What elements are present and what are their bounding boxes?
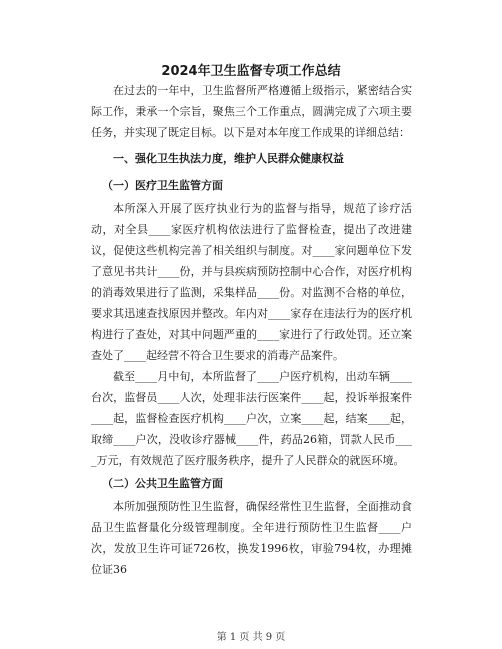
intro-paragraph: 在过去的一年中，卫生监督所严格遵循上级指示，紧密结合实际工作，秉承一个宗旨，聚焦三个工作重点，圆满完成了六项主要任务，并实现了既定目标。以下是对本年度工作成果的详细总结： xyxy=(91,84,412,139)
subsection-heading-medical: （一）医疗卫生监管方面 xyxy=(102,179,223,192)
public-health-paragraph-1: 本所加强预防性卫生监督，确保经常性卫生监督，全面推动食品卫生监督量化分级管理制度。全年进行预防性卫生监督____户次，发放卫生许可证726枚，换发1996枚，审验794枚，办理摊位证36 xyxy=(91,500,412,576)
medical-paragraph-1: 本所深入开展了医疗执业行为的监督与指导，规范了诊疗活动，对全县____家医疗机构依法进行了监督检查，提出了改进建议，促使这些机构完善了相关组织与制度。对____家问题单位下发了意见书共计____份，并与县疾病预防控制中心合作，对医疗机构的消毒效果进行了监测，采集样品____份。对监测不合格的单位，要求其迅速查找原因并整改。年内对____家存在违法行为的医疗机构进行了查处，对其中问题严重的____家进行了行政处罚。还立案查处了____起经营不符合卫生要求的消毒产品案件。 xyxy=(91,202,412,362)
document-title: 2024年卫生监督专项工作总结 xyxy=(161,64,341,79)
page-number-footer: 第 1 页 共 9 页 xyxy=(216,632,286,643)
section-heading-1: 一、强化卫生执法力度，维护人民群众健康权益 xyxy=(113,152,344,165)
subsection-heading-public-health: （二）公共卫生监管方面 xyxy=(102,477,223,490)
document-body xyxy=(91,80,412,580)
medical-paragraph-2: 截至____月中旬，本所监督了____户医疗机构，出动车辆____台次，监督员____人次，处理非法行医案件____起，投诉举报案件____起，监督检查医疗机构____户次，立案____起，结案____起，取缔____户次，没收诊疗器械____件，药品26箱，罚款人民币____万元，有效规范了医疗服务秩序，提升了人民群众的就医环境。 xyxy=(91,370,412,467)
